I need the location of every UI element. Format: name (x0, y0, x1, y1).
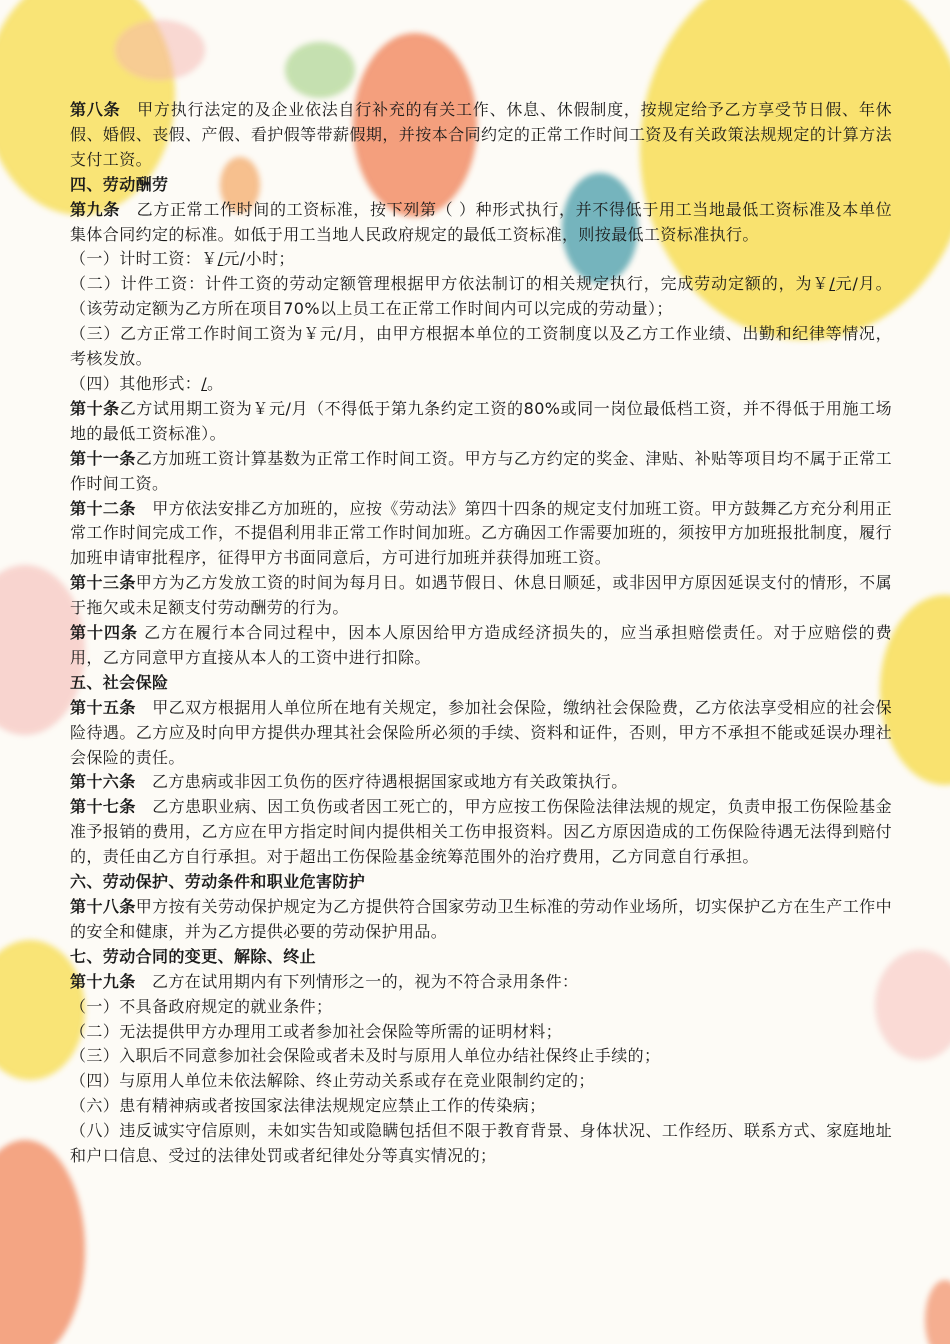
item-text: （四）其他形式： (70, 373, 202, 393)
article-9 (70, 198, 892, 248)
item-text: 。 (207, 373, 224, 393)
article-title: 第十一条 (70, 448, 136, 468)
article-title: 第八条 (70, 100, 121, 119)
blank-field: / (829, 274, 836, 294)
article-title: 第十九条 (70, 971, 136, 991)
article-18 (70, 895, 892, 945)
article-10 (70, 397, 892, 447)
article-19-item-3: （三）入职后不同意参加社会保险或者未及时与原用人单位办结社保终止手续的； (70, 1046, 661, 1066)
orange-blob-bottom-right (925, 1280, 950, 1344)
article-text: 乙方加班工资计算基数为正常工作时间工资。甲方与乙方约定的奖金、津贴、补贴等项目均不属于正常工作时间工资。 (70, 448, 892, 493)
article-14 (70, 621, 892, 671)
article-11 (70, 447, 892, 497)
article-title: 第十六条 (70, 772, 136, 792)
article-text: 乙方试用期工资为￥元/月（不得低于第九条约定工资的80%或同一岗位最低档工资，并不得低于用施工场地的最低工资标准）。 (70, 398, 893, 443)
article-9-item-4 (70, 372, 892, 397)
green-blob-top (285, 42, 355, 98)
article-text: 乙方在试用期内有下列情形之一的，视为不符合录用条件： (135, 971, 579, 991)
article-title: 第十条 (70, 398, 120, 418)
article-15 (70, 696, 892, 771)
article-text: 甲乙双方根据用人单位所在地有关规定，参加社会保险，缴纳社会保险费，乙方依法享受相应的社会保险待遇。乙方应及时向甲方提供办理其社会保险所必须的手续、资料和证件，否则，甲方不承担不能或延误办理社会保险的责任。 (70, 697, 892, 767)
article-9-item-3: （三）乙方正常工作时间工资为￥元/月，由甲方根据本单位的工资制度以及乙方工作业绩、出勤和纪律等情况，考核发放。 (70, 324, 892, 369)
orange-blob-bottom-left (0, 1140, 85, 1344)
blank-field: / (217, 249, 224, 269)
article-text: 甲方按有关劳动保护规定为乙方提供符合国家劳动卫生标准的劳动作业场所，切实保护乙方在生产工作中的安全和健康，并为乙方提供必要的劳动保护用品。 (70, 897, 892, 941)
article-text: 乙方在履行本合同过程中，因本人原因给甲方造成经济损失的，应当承担赔偿责任。对于应赔偿的费用，乙方同意甲方直接从本人的工资中进行扣除。 (70, 623, 892, 667)
article-19-item-8: （八）违反诚实守信原则，未如实告知或隐瞒包括但不限于教育背景、身体状况、工作经历、联系方式、家庭地址和户口信息、受过的法律处罚或者纪律处分等真实情况的； (70, 1121, 892, 1166)
article-title: 第十七条 (70, 797, 136, 817)
article-text: 乙方患病或非因工负伤的医疗待遇根据国家或地方有关政策执行。 (135, 772, 628, 792)
article-text: 甲方为乙方发放工资的时间为每月日。如遇节假日、休息日顺延，或非因甲方原因延误支付的情形，不属于拖欠或未足额支付劳动酬劳的行为。 (70, 573, 892, 618)
article-19-item-2: （二）无法提供甲方办理用工或者参加社会保险等所需的证明材料； (70, 1021, 563, 1041)
pink-blob-top (115, 20, 205, 80)
item-text: （二）计件工资：计件工资的劳动定额管理根据甲方依法制订的相关规定执行，完成劳动定额的，为￥ (70, 274, 830, 294)
item-text: （一）计时工资：￥ (70, 249, 218, 269)
article-text: 乙方患职业病、因工负伤或者因工死亡的，甲方应按工伤保险法律法规的规定，负责申报工伤保险基金准予报销的费用，乙方应在甲方指定时间内提供相关工伤申报资料。因乙方原因造成的工伤保险待遇无法得到赔付的，责任由乙方自行承担。对于超出工伤保险基金统筹范围外的治疗费用，乙方同意自行承担。 (70, 797, 892, 867)
article-8 (70, 98, 892, 173)
blank-field: / (201, 373, 207, 393)
article-19-item-1: （一）不具备政府规定的就业条件； (70, 996, 333, 1016)
article-16 (70, 770, 892, 795)
article-text: 乙方正常工作时间的工资标准，按下列第（ ）种形式执行，并不得低于用工当地最低工资标准及本单位集体合同约定的标准。如低于用工当地人民政府规定的最低工资标准，则按最低工资标准执行。 (70, 199, 893, 244)
article-title: 第十二条 (70, 498, 136, 518)
article-title: 第十四条 (70, 623, 139, 643)
section-heading-4: 四、劳动酬劳 (70, 174, 169, 194)
article-9-item-1 (70, 247, 892, 272)
article-title: 第十八条 (70, 897, 136, 916)
article-19-item-6: （六）患有精神病或者按国家法律法规规定应禁止工作的传染病； (70, 1096, 546, 1116)
contract-text (70, 98, 892, 1169)
article-title: 第十五条 (70, 697, 136, 717)
article-text: 甲方依法安排乙方加班的，应按《劳动法》第四十四条的规定支付加班工资。甲方鼓舞乙方充分利用正常工作时间完成工作，不提倡利用非正常工作时间加班。乙方确因工作需要加班的，须按甲方加班报批制度，履行加班申请审批程序，征得甲方书面同意后，方可进行加班并获得加班工资。 (70, 498, 892, 568)
article-19-item-4: （四）与原用人单位未依法解除、终止劳动关系或存在竞业限制约定的； (70, 1071, 595, 1091)
article-title: 第十三条 (70, 573, 136, 593)
article-text: 甲方执行法定的及企业依法自行补充的有关工作、休息、休假制度，按规定给予乙方享受节日假、年休假、婚假、丧假、产假、看护假等带薪假期，并按本合同约定的正常工作时间工资及有关政策法规规定的计算方法支付工资。 (70, 100, 893, 169)
item-text: 元/月。（该劳动定额为乙方所在项目70%以上员工在正常工作时间内可以完成的劳动量）； (70, 274, 892, 319)
article-19 (70, 970, 892, 995)
article-13 (70, 571, 892, 621)
article-title: 第九条 (70, 199, 120, 219)
article-9-item-2 (70, 272, 892, 322)
section-heading-7: 七、劳动合同的变更、解除、终止 (70, 946, 317, 966)
section-heading-5: 五、社会保险 (70, 672, 169, 692)
article-17 (70, 795, 892, 870)
item-text: 元/小时； (223, 249, 295, 269)
article-12 (70, 497, 892, 572)
section-heading-6: 六、劳动保护、劳动条件和职业危害防护 (70, 872, 366, 892)
